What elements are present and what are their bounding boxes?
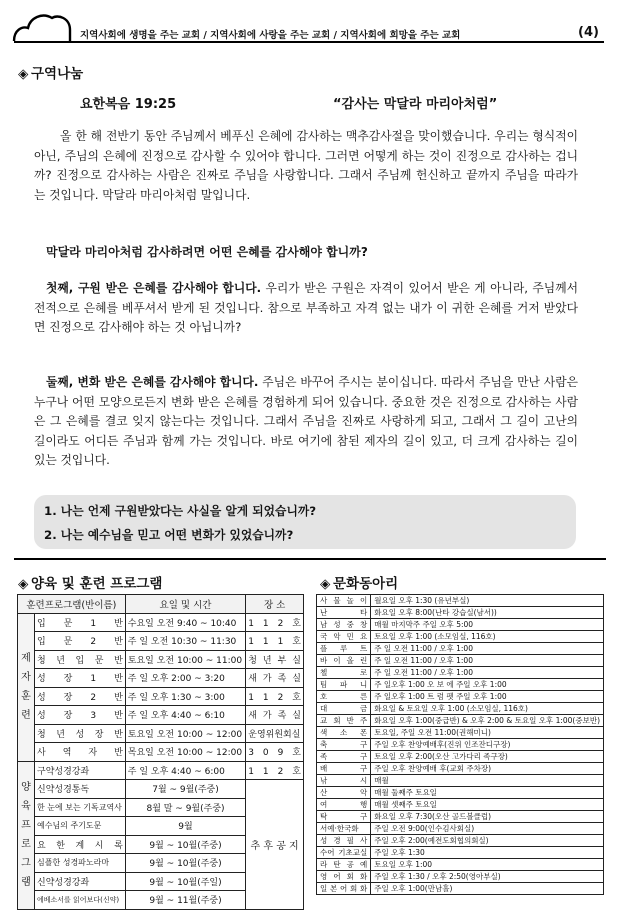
group-label-discipleship: 제 자 훈 련 — [18, 613, 35, 761]
program-name: 신약성경통독 — [35, 780, 126, 799]
intro-paragraph: 올 한 해 전반기 동안 주님께서 베푸신 은혜에 감사하는 맥추감사절을 맞이했습니다. 우리는 형식적이 아닌, 주님의 은혜에 진정으로 감사할 수 있어야 합니다. 그러면 어떻게 하는 것이 진정으로 감사하는 겁니까? 진정으로 감사하는 사람은 진짜로 주님을 사랑합니다. 그래서 주님께 헌신하고 끝까지 주님을 따라가는 것입니다. 막달라 마리아처럼 말입니다. — [34, 129, 578, 202]
club-schedule: 주 일 오전 11:00 / 오후 1:00 — [371, 655, 604, 667]
club-row — [317, 595, 604, 607]
program-name: 성 장 2 반 — [35, 687, 126, 706]
program-name: 성 장 3 반 — [35, 706, 126, 725]
club-row — [317, 679, 604, 691]
section-title-sharing: ◈ 구역나눔 — [18, 66, 84, 82]
club-schedule: 주일 오후 1:00(만남홀) — [371, 883, 604, 895]
program-place: 새 가 족 실 — [246, 669, 304, 688]
club-row — [317, 667, 604, 679]
second-point-heading: 둘째, 변화 받은 은혜를 감사해야 합니다. — [46, 375, 259, 389]
table-row — [18, 724, 304, 743]
club-schedule: 토요일, 주일 오전 11:00(권해미니) — [371, 727, 604, 739]
table-row — [18, 743, 304, 762]
club-row — [317, 811, 604, 823]
header-slogan: 지역사회에 생명을 주는 교회 / 지역사회에 사랑을 주는 교회 / 지역사회에 희망을 주는 교회 — [80, 30, 461, 41]
club-name: 국 악 민 요 — [317, 631, 371, 643]
program-name: 입 문 1 반 — [35, 613, 126, 632]
program-place-tbd: 추 후 공 지 — [246, 780, 304, 910]
program-time: 주 일 오후 2:00 ~ 3:20 — [125, 669, 245, 688]
club-schedule: 매월 마지막주 주일 오후 5:00 — [371, 619, 604, 631]
table-row — [18, 669, 304, 688]
club-row — [317, 727, 604, 739]
program-name: 에베소서를 읽어보다(신약) — [35, 891, 126, 910]
club-row — [317, 871, 604, 883]
program-place: 청 년 부 실 — [246, 650, 304, 669]
program-name: 입 문 2 반 — [35, 632, 126, 651]
table-row — [18, 706, 304, 725]
club-name: 수어 기초교실 — [317, 847, 371, 859]
first-point-text: 우리가 받은 구원은 자격이 있어서 받은 게 아니라, 주님께서 전적으로 은혜를 베푸셔서 받게 된 것입니다. 참으로 부족하고 자격 없는 내가 이 귀한 은혜를 거저 받았다면 진정으로 감사해야 하는 것 아닙니까? — [34, 281, 578, 334]
program-time: 주 일 오후 1:30 ~ 3:00 — [125, 687, 245, 706]
program-name: 청 년 성 장 반 — [35, 724, 126, 743]
program-time: 목요일 오전 10:00 ~ 12:00 — [125, 743, 245, 762]
club-schedule: 주일 오전 9:00(인수김사회실) — [371, 823, 604, 835]
club-row — [317, 655, 604, 667]
club-name: 일 본 어 회 화 — [317, 883, 371, 895]
discussion-question-1: 1. 나는 언제 구원받았다는 사실을 알게 되었습니까? — [44, 504, 317, 518]
club-row — [317, 739, 604, 751]
table-row — [18, 650, 304, 669]
club-schedule: 화요일 오후 1:00(중급반) & 오후 2:00 & 토요일 오후 1:00(중보반) — [371, 715, 604, 727]
club-name: 탁 구 — [317, 811, 371, 823]
program-name: 예수님의 주기도문 — [35, 817, 126, 836]
program-place: 새 가 족 실 — [246, 706, 304, 725]
cloud-logo-icon — [12, 8, 74, 44]
first-point-heading: 첫째, 구원 받은 은혜를 감사해야 합니다. — [46, 281, 262, 295]
club-schedule: 주일 오후 1:30 / 오후 2:50(영아부실) — [371, 871, 604, 883]
club-row — [317, 787, 604, 799]
club-schedule: 주일 오후 2:00(예전도회협의회실) — [371, 835, 604, 847]
club-row — [317, 643, 604, 655]
discussion-question-2: 2. 나는 예수님을 믿고 어떤 변화가 있었습니까? — [44, 528, 294, 542]
club-row — [317, 703, 604, 715]
program-time: 8월 말 ~ 9월(주중) — [125, 798, 245, 817]
club-schedule: 매월 둘째주 토요일 — [371, 787, 604, 799]
program-name: 심플한 성경파노라마 — [35, 854, 126, 873]
club-name: 성 경 필 사 — [317, 835, 371, 847]
header-divider — [14, 41, 604, 43]
second-point-paragraph — [34, 373, 578, 471]
program-place: 1 1 2 호 — [246, 613, 304, 632]
club-name: 남 성 중 창 — [317, 619, 371, 631]
club-name: 난 타 — [317, 607, 371, 619]
club-name: 첼 로 — [317, 667, 371, 679]
club-name: 서예·한국화 — [317, 823, 371, 835]
club-row — [317, 715, 604, 727]
club-name: 교 회 반 주 — [317, 715, 371, 727]
program-time: 수요일 오전 9:40 ~ 10:40 — [125, 613, 245, 632]
club-row — [317, 835, 604, 847]
program-time: 주 일 오전 10:30 ~ 11:30 — [125, 632, 245, 651]
club-schedule: 토요일 오후 1:00 — [371, 859, 604, 871]
club-schedule: 주일 오후 1:30 — [371, 847, 604, 859]
program-place: 1 1 2 호 — [246, 761, 304, 780]
table-row — [18, 761, 304, 780]
program-time: 9월 ~ 11월(주중) — [125, 891, 245, 910]
table-header-row — [18, 595, 304, 614]
club-name: 바 이 올 린 — [317, 655, 371, 667]
program-time: 토요일 오전 10:00 ~ 11:00 — [125, 650, 245, 669]
club-schedule: 화요일 오후 7:30(오산 골드볼클럽) — [371, 811, 604, 823]
program-place: 1 1 2 호 — [246, 687, 304, 706]
club-row — [317, 775, 604, 787]
program-name: 요 한 계 시 록 — [35, 835, 126, 854]
club-name: 라 탄 공 예 — [317, 859, 371, 871]
club-name: 사 물 놀 이 — [317, 595, 371, 607]
table-row — [18, 780, 304, 799]
program-time: 9월 — [125, 817, 245, 836]
club-name: 영 어 회 화 — [317, 871, 371, 883]
club-row — [317, 607, 604, 619]
club-schedule: 매월 — [371, 775, 604, 787]
program-time: 7월 ~ 9월(주중) — [125, 780, 245, 799]
club-schedule: 화요일 오후 8:00(난타 강습실(남서)) — [371, 607, 604, 619]
program-name: 구약성경강좌 — [35, 761, 126, 780]
club-row — [317, 751, 604, 763]
diamond-icon: ◈ — [320, 576, 331, 592]
program-name: 한 눈에 보는 기독교역사 — [35, 798, 126, 817]
table-row — [18, 687, 304, 706]
club-row — [317, 883, 604, 895]
club-schedule: 주 일오후 1:00 오 보 에 주일 오후 1:00 — [371, 679, 604, 691]
col-header-place: 장 소 — [246, 595, 304, 614]
club-name: 색 소 폰 — [317, 727, 371, 739]
club-name: 축 구 — [317, 739, 371, 751]
club-schedule: 주 일오후 1:00 트 럼 펫 주일 오후 1:00 — [371, 691, 604, 703]
section-title-clubs: ◈ 문화동아리 — [320, 576, 399, 592]
program-name: 사 역 자 반 — [35, 743, 126, 762]
diamond-icon: ◈ — [18, 66, 29, 82]
club-schedule: 주 일 오전 11:00 / 오후 1:00 — [371, 667, 604, 679]
sermon-title: “감사는 막달라 마리아처럼” — [333, 97, 498, 112]
club-name: 족 구 — [317, 751, 371, 763]
club-name: 산 악 — [317, 787, 371, 799]
second-point-text: 주님은 바꾸어 주시는 분이십니다. 따라서 주님을 만난 사람은 누구나 어떤 모양으로든지 변화 받은 은혜를 경험하게 되어 있습니다. 중요한 것은 진정으로 감사하는 사람은 그 은혜를 결코 잊지 않는다는 것입니다. 그래서 주님을 진짜로 사랑하게 되고, 그래서 그 길이 고난의 길이라도 어디든 주님과 함께 가는 것입니다. 바로 여기에 참된 제자의 길이 있고, 더 크게 감사하는 길이 있는 것입니다. — [34, 375, 578, 467]
club-schedule: 주일 오후 찬양예배 후(교회 주차장) — [371, 763, 604, 775]
table-row — [18, 632, 304, 651]
club-schedule: 화요일 & 토요일 오후 1:00 (소모임실, 116호) — [371, 703, 604, 715]
group-label-nurture: 양 육 프 로 그 램 — [18, 761, 35, 909]
club-row — [317, 631, 604, 643]
page-number: (4) — [578, 25, 599, 40]
program-time: 9월 ~ 10월(주중) — [125, 835, 245, 854]
club-row — [317, 823, 604, 835]
club-name: 팀 파 니 — [317, 679, 371, 691]
club-row — [317, 847, 604, 859]
program-time: 주 일 오후 4:40 ~ 6:00 — [125, 761, 245, 780]
club-row — [317, 859, 604, 871]
middle-divider — [14, 558, 606, 560]
program-place: 1 1 1 호 — [246, 632, 304, 651]
club-row — [317, 763, 604, 775]
club-name: 낚 시 — [317, 775, 371, 787]
club-name: 대 금 — [317, 703, 371, 715]
program-name: 신약성경강좌 — [35, 872, 126, 891]
verse-reference: 요한복음 19:25 — [80, 97, 177, 112]
program-name: 청 년 입 문 반 — [35, 650, 126, 669]
program-time: 주 일 오후 4:40 ~ 6:10 — [125, 706, 245, 725]
program-place: 3 0 9 호 — [246, 743, 304, 762]
programs-table — [17, 594, 304, 910]
col-header-time: 요일 및 시간 — [125, 595, 245, 614]
program-time: 9월 ~ 10월(주일) — [125, 872, 245, 891]
program-name: 성 장 1 반 — [35, 669, 126, 688]
club-schedule: 토요일 오후 2:00(오산 고가다리 족구장) — [371, 751, 604, 763]
section-title-programs: ◈ 양육 및 훈련 프로그램 — [18, 576, 163, 592]
diamond-icon: ◈ — [18, 576, 29, 592]
club-row — [317, 691, 604, 703]
club-schedule: 월요일 오후 1:30 (유년부실) — [371, 595, 604, 607]
club-name: 배 구 — [317, 763, 371, 775]
program-time: 토요일 오전 10:00 ~ 12:00 — [125, 724, 245, 743]
table-row — [18, 613, 304, 632]
club-name: 여 행 — [317, 799, 371, 811]
col-header-program: 훈련프로그램(반이름) — [18, 595, 126, 614]
club-row — [317, 799, 604, 811]
club-schedule: 토요일 오후 1:00 (소모임실, 116호) — [371, 631, 604, 643]
program-time: 9월 ~ 10월(주중) — [125, 854, 245, 873]
club-schedule: 매월 셋째주 토요일 — [371, 799, 604, 811]
program-place: 운영위원회실 — [246, 724, 304, 743]
first-point-paragraph — [34, 279, 578, 338]
club-row — [317, 619, 604, 631]
club-name: 플 루 트 — [317, 643, 371, 655]
clubs-table — [316, 594, 604, 895]
club-schedule: 주일 오후 찬양예배후(진위 인조잔디구장) — [371, 739, 604, 751]
main-question: 막달라 마리아처럼 감사하려면 어떤 은혜를 감사해야 합니까? — [46, 245, 368, 259]
club-name: 호 른 — [317, 691, 371, 703]
club-schedule: 주 일 오전 11:00 / 오후 1:00 — [371, 643, 604, 655]
